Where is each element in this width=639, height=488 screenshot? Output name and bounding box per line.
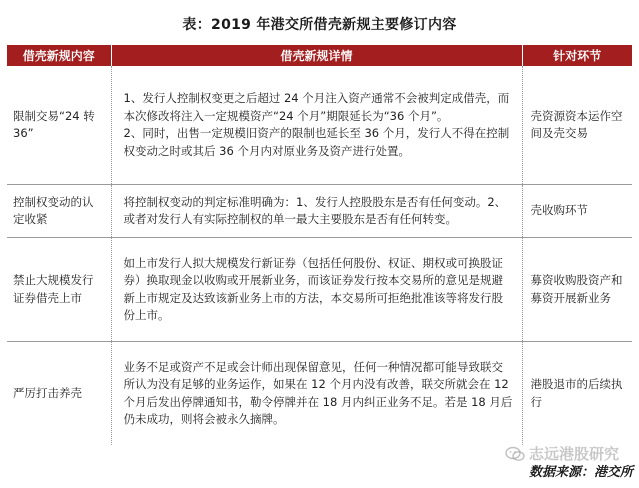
- row-content-cell: 限制交易“24 转 36”: [7, 66, 111, 185]
- row-target-cell: 港股退市的后续执行: [530, 377, 623, 409]
- table-row: [7, 66, 632, 185]
- table-row: [7, 342, 632, 446]
- table-row: [7, 238, 632, 342]
- source-note: [529, 459, 633, 481]
- header-details: 借壳新规详情: [111, 45, 522, 66]
- table-header-row: [7, 45, 632, 66]
- detail-paragraph: 将控制权变动的判定标准明确为：1、发行人控股股东是否有任何变动。2、或者对发行人有实际控制权的单一最大主要股东是否有任何转变。: [123, 194, 507, 226]
- detail-paragraph: 1、发行人控制权变更之后超过 24 个月注入资产通常不会被判定成借壳，而本次修改将注入一定规模资产“24 个月”期限延长为“36 个月”。: [123, 91, 510, 123]
- header-target: 针对环节: [522, 45, 632, 66]
- row-details-cell: [111, 66, 522, 185]
- row-target-cell: 壳收购环节: [522, 185, 632, 238]
- watermark-text: 志远港股研究: [528, 445, 619, 463]
- row-target-cell: 壳资源资本运作空间及壳交易: [522, 66, 632, 185]
- row-details-cell: [111, 238, 522, 342]
- wechat-icon: [505, 446, 525, 462]
- row-details-cell: [111, 185, 522, 238]
- revision-table: [7, 45, 632, 445]
- header-content: 借壳新规内容: [7, 45, 111, 66]
- table-row: [7, 185, 632, 238]
- detail-paragraph: 业务不足或资产不足或会计师出现保留意见，任何一种情况都可能导致联交所认为没有足够的业务运作，如果在 12 个月内没有改善，联交所就会在 12 个月后发出停牌通知书，勒令停牌并在 18 月内纠正业务不足。若是 18 月后仍未成功，则将会被永久摘牌。: [123, 359, 513, 426]
- detail-paragraph: 2、同时，出售一定规模旧资产的限制也延长至 36 个月，发行人不得在控制权变动之时或其后 36 个月内对原业务及资产进行处置。: [123, 126, 510, 158]
- row-content-cell: 严厉打击养壳: [7, 342, 111, 446]
- row-content-cell: 控制权变动的认定收紧: [7, 185, 111, 238]
- source-text: 数据来源：港交所: [528, 464, 633, 480]
- row-content-cell: 禁止大规模发行证券借壳上市: [7, 238, 111, 342]
- detail-paragraph: 如上市发行人拟大规模发行新证券（包括任何股份、权证、期权或可换股证券）换取现金以收购或开展新业务，而该证券发行按本交易所的意见是规避新上市规定及达致该新业务上市的方法，本交易所可拒绝批准该等将发行股份上市。: [123, 255, 503, 322]
- table-title: 表：2019 年港交所借壳新规主要修订内容: [182, 17, 457, 33]
- row-target-cell: 募资收购股资产和募资开展新业务: [522, 238, 632, 342]
- row-details-cell: [111, 342, 522, 446]
